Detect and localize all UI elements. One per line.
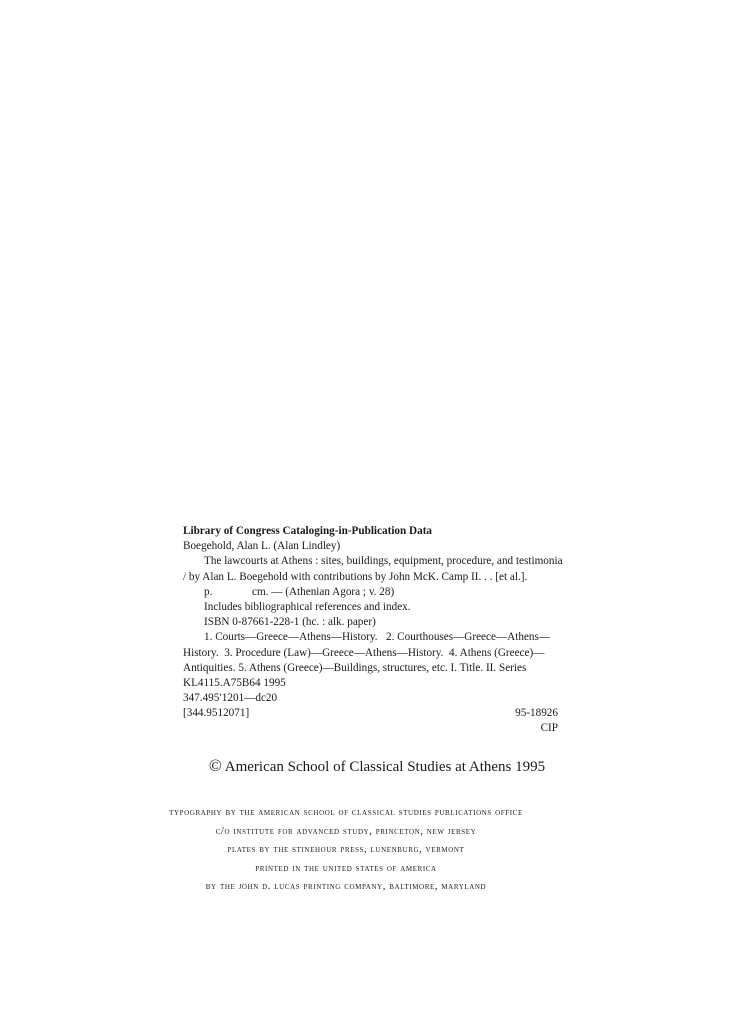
cip-subjects-line-2: History. 3. Procedure (Law)—Greece—Athens—History. 4. Athens (Greece)— [183, 646, 545, 659]
cip-subjects-line-3: Antiquities. 5. Athens (Greece)—Buildings, structures, etc. I. Title. II. Series [183, 661, 527, 674]
cip-physical-description [183, 585, 558, 600]
cip-title-line-2: / by Alan L. Boegehold with contributions by John McK. Camp II. . . [et al.]. [183, 570, 528, 583]
imprint-line: plates by the stinehour press, lunenburg, vermont [227, 844, 465, 855]
copyright-symbol: © [208, 756, 222, 775]
cip-lc-call-number: KL4115.A75B64 1995 [183, 676, 286, 689]
cip-alt-number: [344.9512071] [183, 707, 250, 720]
cip-title-line-1: The lawcourts at Athens : sites, buildings, equipment, procedure, and testimonia [204, 555, 563, 568]
imprint-line: typography by the american school of classical studies publications office [169, 807, 523, 818]
cip-heading: Library of Congress Cataloging-in-Publication Data [183, 525, 433, 537]
cip-data-block [183, 524, 563, 737]
cip-isbn: ISBN 0-87661-228-1 (hc. : alk. paper) [204, 616, 376, 629]
cip-bibliography-note: Includes bibliographical references and index. [204, 600, 411, 613]
imprint-line: c/o institute for advanced study, princeton, new jersey [215, 825, 477, 837]
cip-author: Boegehold, Alan L. (Alan Lindley) [183, 540, 341, 553]
cip-tag: CIP [540, 722, 558, 735]
imprint-line: printed in the united states of america [255, 862, 437, 874]
cip-lccn: 95-18926 [515, 707, 558, 720]
copyright-notice [0, 756, 754, 777]
copyright-text: American School of Classical Studies at Athens 1995 [224, 759, 546, 775]
cip-physical-cm: cm. — (Athenian Agora ; v. 28) [252, 585, 395, 598]
cip-number-row [183, 706, 558, 721]
cip-physical-p: p. [204, 585, 213, 598]
imprint-line: by the john d. lucas printing company, baltimore, maryland [205, 881, 487, 892]
cip-subjects-line-1: 1. Courts—Greece—Athens—History. 2. Courthouses—Greece—Athens— [204, 631, 551, 644]
printing-imprint [0, 804, 692, 897]
cip-dewey-number: 347.495′1201—dc20 [183, 692, 278, 705]
